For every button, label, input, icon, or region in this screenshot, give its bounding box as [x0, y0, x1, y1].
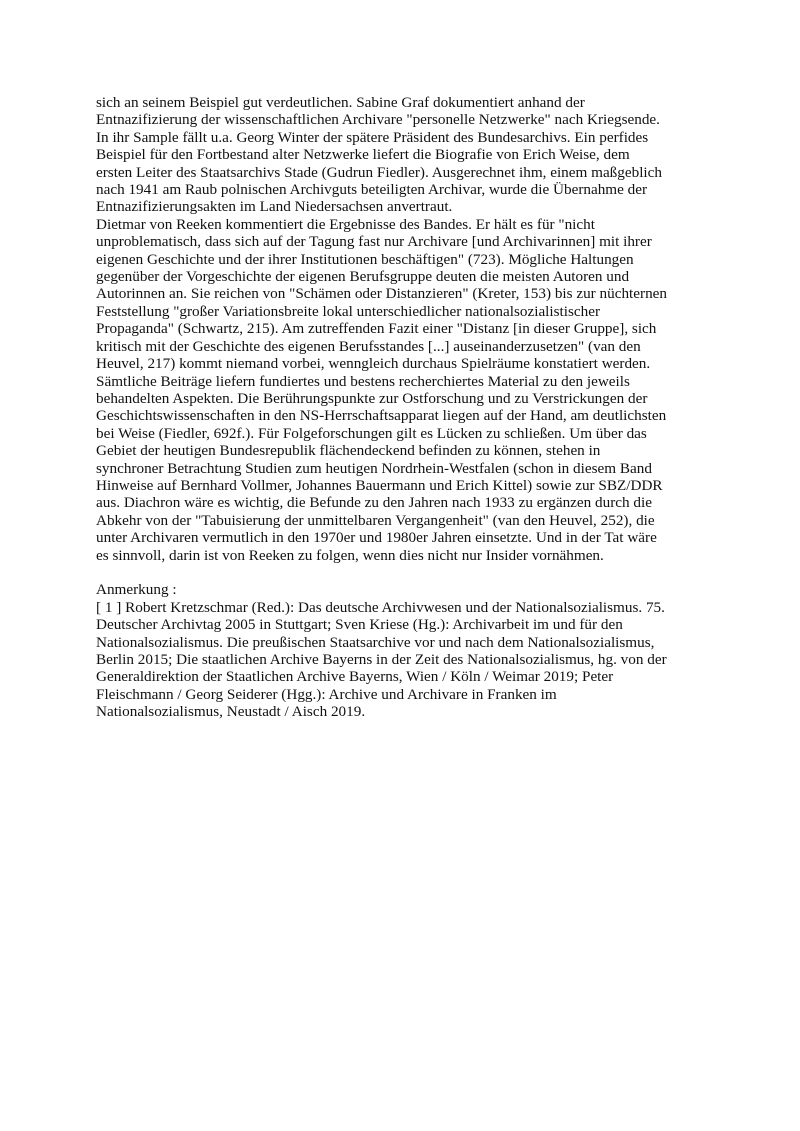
body-paragraph-2: Dietmar von Reeken kommentiert die Ergebnisse des Bandes. Er hält es für "nicht unproblematisch, dass sich auf der Tagung fast nur Archivare [und Archivarinnen] mit ihrer eigenen Geschichte und der ihrer Institutionen beschäftigen" (723). Mögliche Haltungen gegenüber der Vorgeschichte der eigenen Berufsgruppe deuten die meisten Autoren und Autorinnen an. Sie reichen von "Schämen oder Distanzieren" (Kreter, 153) bis zur nüchternen Feststellung "großer Variationsbreite lokal unterschiedlicher nationalsozialistischer Propaganda" (Schwartz, 215). Am zutreffenden Fazit einer "Distanz [in dieser Gruppe], sich kritisch mit der Geschichte des eigenen Berufsstandes [...] auseinanderzusetzen" (van den Heuvel, 217) kommt niemand vorbei, wenngleich durchaus Spielräume konstatiert werden. Sämtliche Beiträge liefern fundiertes und bestens recherchiertes Material zu den jeweils behandelten Aspekten. Die Berührungspunkte zur Ostforschung und zu Verstrickungen der Geschichtswissenschaften in den NS-Herrschaftsapparat liegen auf der Hand, am deutlichsten bei Weise (Fiedler, 692f.). Für Folgeforschungen gilt es Lücken zu schließen. Um über das Gebiet der heutigen Bundesrepublik flächendeckend befinden zu können, stehen in synchroner Betrachtung Studien zum heutigen Nordrhein-Westfalen (schon in diesem Band Hinweise auf Bernhard Vollmer, Johannes Bauermann und Erich Kittel) sowie zur SBZ/DDR aus. Diachron wäre es wichtig, die Befunde zu den Jahren nach 1933 zu ergänzen durch die Abkehr von der "Tabuisierung der unmittelbaren Vergangenheit" (van den Heuvel, 252), die unter Archivaren vermutlich in den 1970er und 1980er Jahren einsetzte. Und in der Tat wäre es sinnvoll, darin ist von Reeken zu folgen, wenn dies nicht nur Insider vornähmen. [96, 215, 667, 564]
document-page [96, 94, 712, 721]
body-paragraph-1: sich an seinem Beispiel gut verdeutlichen. Sabine Graf dokumentiert anhand der Entnazifizierung der wissenschaftlichen Archivare "personelle Netzwerke" nach Kriegsende. In ihr Sample fällt u.a. Georg Winter der spätere Präsident des Bundesarchivs. Ein perfides Beispiel für den Fortbestand alter Netzwerke liefert die Biografie von Erich Weise, dem ersten Leiter des Staatsarchivs Stade (Gudrun Fiedler). Ausgerechnet ihm, einem maßgeblich nach 1941 am Raub polnischen Archivguts beteiligten Archivar, wurde die Übernahme der Entnazifizierungsakten im Land Niedersachsen anvertraut. [96, 94, 662, 216]
footnote-1: [ 1 ] Robert Kretzschmar (Red.): Das deutsche Archivwesen und der Nationalsozialismus. 75. Deutscher Archivtag 2005 in Stuttgart; Sven Kriese (Hg.): Archivarbeit im und für den Nationalsozialismus. Die preußischen Staatsarchive vor und nach dem Nationalsozialismus, Berlin 2015; Die staatlichen Archive Bayerns in der Zeit des Nationalsozialismus, hg. von der Generaldirektion der Staatlichen Archive Bayerns, Wien / Köln / Weimar 2019; Peter Fleischmann / Georg Seiderer (Hgg.): Archive und Archivare in Franken im Nationalsozialismus, Neustadt / Aisch 2019. [96, 598, 667, 721]
paragraph-spacer [96, 564, 712, 581]
notes-heading: Anmerkung : [96, 581, 177, 599]
